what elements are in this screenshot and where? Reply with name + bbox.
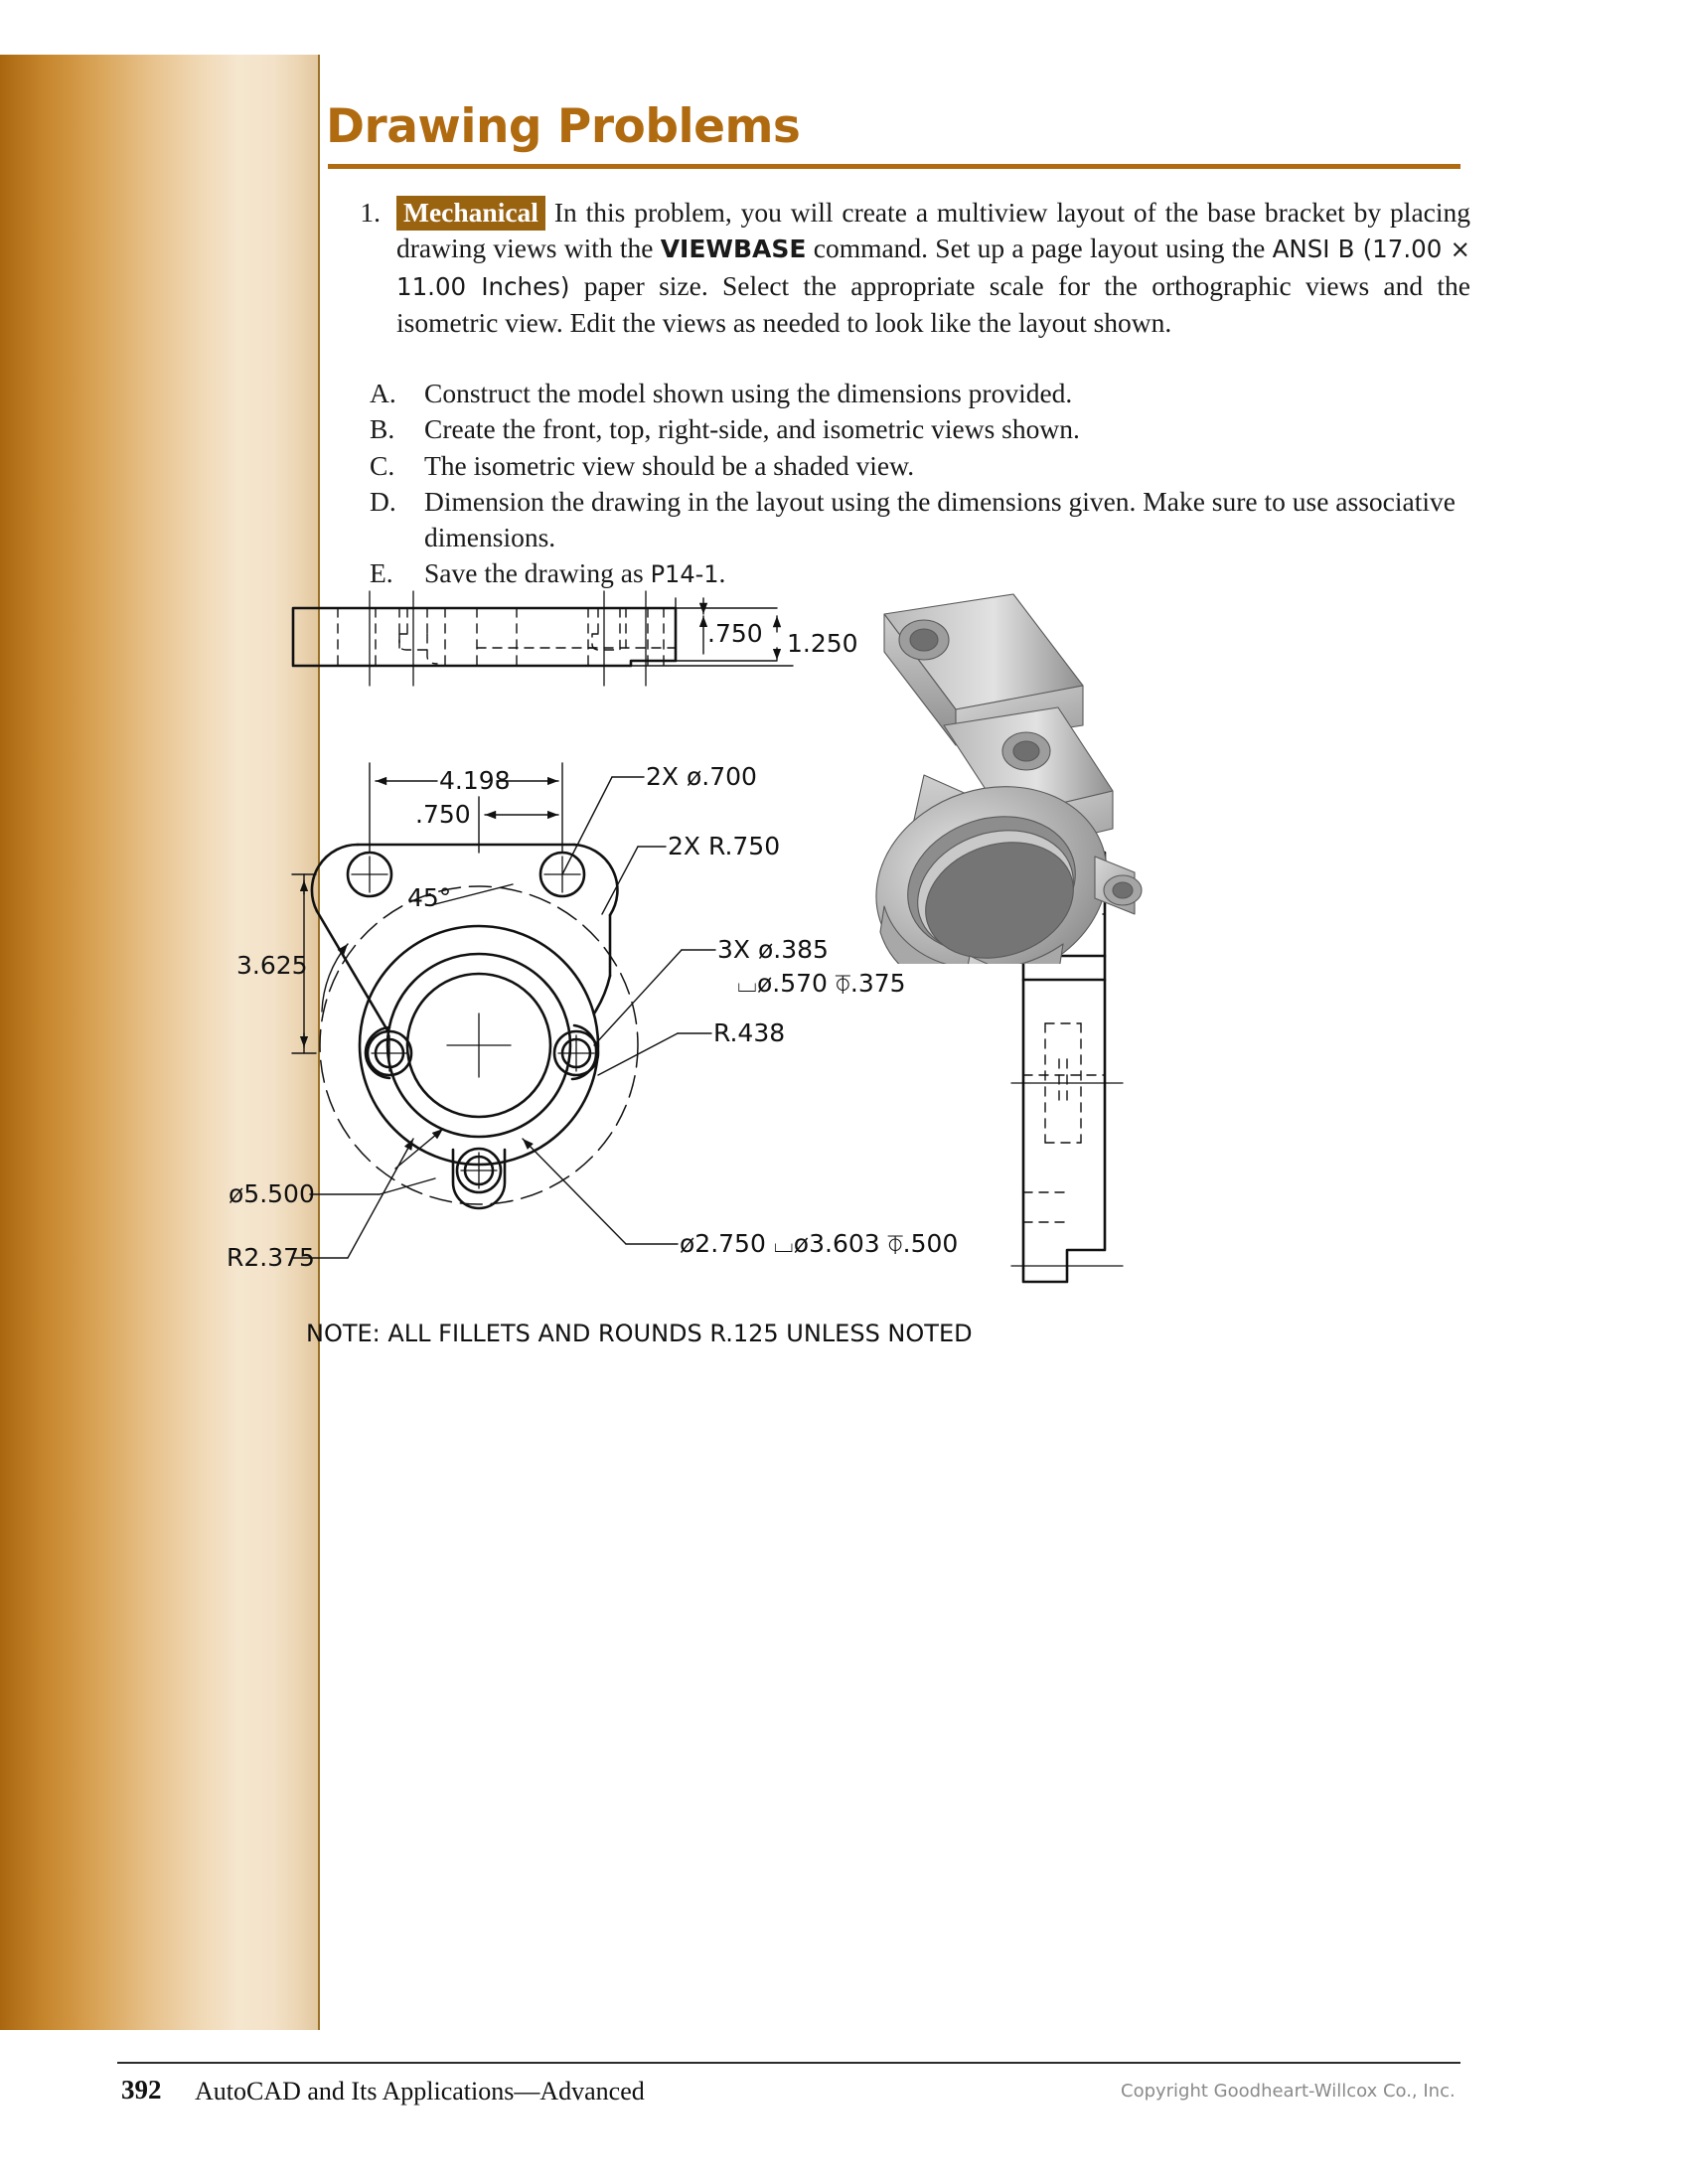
list-item-text: Save the drawing as bbox=[424, 557, 651, 589]
list-item bbox=[370, 411, 1472, 447]
list-item-letter: A. bbox=[370, 378, 396, 408]
copyright-notice: Copyright Goodheart-Willcox Co., Inc. bbox=[1121, 2081, 1456, 2102]
dim-top-thickness: .750 bbox=[707, 619, 763, 648]
list-item bbox=[370, 484, 1472, 556]
problem-text-part1: In this problem, you will create a multiview layout of the base bracket by placing drawing views with the bbox=[396, 197, 1470, 264]
dim-front-offset: .750 bbox=[415, 800, 471, 829]
leader-r2375 bbox=[348, 1139, 413, 1258]
dim-2x-hole: 2X ø.700 bbox=[646, 762, 757, 791]
list-item-text: Create the front, top, right-side, and isometric views shown. bbox=[424, 413, 1080, 445]
sidebar-gradient-band bbox=[0, 55, 318, 2030]
title-underline-rule bbox=[328, 164, 1460, 169]
dim-bore-callout: ø2.750 ⌴ø3.603 ⏁.500 bbox=[680, 1229, 959, 1258]
list-item-letter: E. bbox=[370, 557, 393, 589]
dim-2x-radius: 2X R.750 bbox=[668, 832, 781, 860]
list-item-letter: C. bbox=[370, 449, 395, 481]
list-item-text: Dimension the drawing in the layout using the dimensions given. Make sure to use associative dimensions. bbox=[424, 485, 1456, 553]
technical-drawing-figure bbox=[227, 586, 1480, 1699]
leader-d5500 bbox=[380, 1178, 435, 1194]
isometric-shaded-view bbox=[850, 594, 1142, 1012]
list-item-text: Construct the model shown using the dimensions provided. bbox=[424, 378, 1073, 408]
problem-text-part3: paper size. Select the appropriate scale for the orthographic views and the isometric view. Edit the views as needed to look like the layout shown. bbox=[396, 269, 1470, 338]
viewbase-command-name: VIEWBASE bbox=[660, 234, 807, 264]
list-item bbox=[370, 376, 1472, 411]
page-title: Drawing Problems bbox=[326, 99, 801, 154]
dim-bolt-circle: ø5.500 bbox=[229, 1179, 315, 1208]
list-item-text-suffix: . bbox=[718, 557, 726, 589]
problem-body bbox=[396, 195, 1470, 341]
engineering-drawing-svg bbox=[227, 586, 1480, 1699]
leader-3x-cbore bbox=[594, 950, 682, 1045]
dim-fillet-radius: R.438 bbox=[713, 1018, 786, 1047]
front-view-profile bbox=[312, 845, 618, 1208]
problem-sublist bbox=[370, 376, 1472, 593]
drawing-note: NOTE: ALL FILLETS AND ROUNDS R.125 UNLESS NOTED bbox=[306, 1320, 973, 1347]
dim-vertical: 3.625 bbox=[236, 951, 308, 980]
filename-label: P14-1 bbox=[650, 560, 719, 589]
top-view-profile bbox=[293, 591, 676, 686]
list-item bbox=[370, 448, 1472, 484]
dim-outer-radius: R2.375 bbox=[227, 1243, 315, 1272]
dim-front-width: 4.198 bbox=[439, 766, 511, 795]
list-item-text: The isometric view should be a shaded view. bbox=[424, 449, 915, 481]
page-number: 392 bbox=[121, 2075, 162, 2105]
list-item-letter: D. bbox=[370, 485, 396, 517]
footer-rule bbox=[117, 2062, 1460, 2064]
center-marks bbox=[352, 857, 594, 1188]
list-item-letter: B. bbox=[370, 413, 395, 445]
dim-top-height: 1.250 bbox=[787, 629, 858, 658]
problem-number: 1. bbox=[360, 197, 381, 228]
leader-2x-radius bbox=[602, 847, 638, 914]
dim-3x-cbore-line1: 3X ø.385 bbox=[717, 935, 829, 964]
problem-text-part2: command. Set up a page layout using the bbox=[806, 233, 1273, 264]
leader-bore bbox=[523, 1139, 626, 1244]
paper-size-spec: ANSI B (17.00 × 11.00 Inches) bbox=[396, 234, 1470, 301]
problem-paragraph bbox=[333, 195, 1470, 341]
book-title: AutoCAD and Its Applications—Advanced bbox=[195, 2077, 645, 2106]
dim-3x-cbore-line2: ⌴ø.570 ⏁.375 bbox=[737, 969, 906, 998]
discipline-tag: Mechanical bbox=[396, 196, 545, 231]
dim-angle: 45° bbox=[407, 883, 452, 912]
